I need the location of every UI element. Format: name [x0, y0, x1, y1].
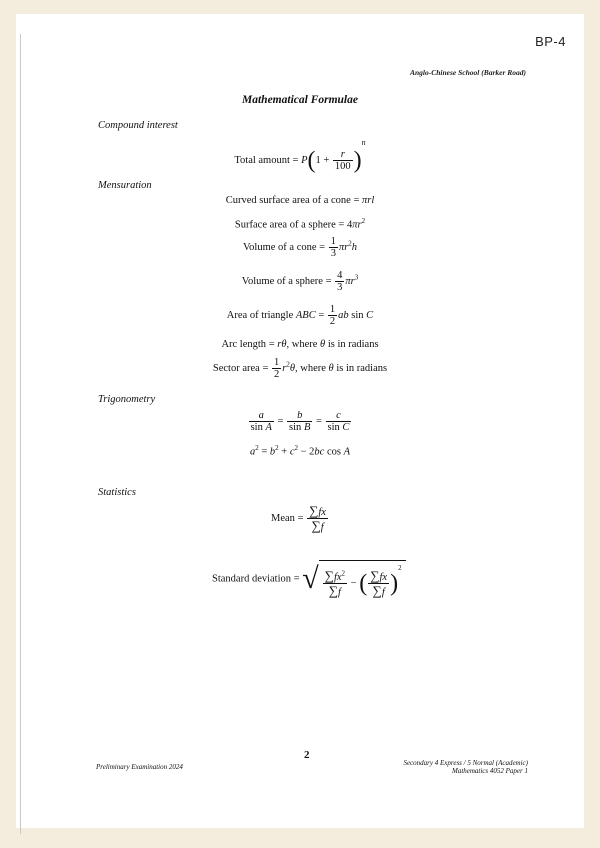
formula-cone-volume: Volume of a cone = $\frac{1}{3}$ $\pi r^2h$: [242, 236, 358, 260]
section-mensuration: Mensuration: [98, 180, 152, 191]
formula-standard-deviation: Standard deviation = √ $\frac{\sum fx^2}{\sum f}$ − ( $\frac{\sum fx}{\sum f}$ )$^2$: [212, 560, 406, 598]
formula-cosine-rule: $a^2 = b^2 + c^2 - 2bc$ cos A: [249, 444, 351, 458]
section-statistics: Statistics: [98, 487, 136, 498]
formula-sphere-sa: Surface area of a sphere = $4\pi r^2$: [234, 217, 366, 231]
formula-cone-csa: Curved surface area of a cone = πrl: [225, 195, 375, 206]
formula-sphere-volume: Volume of a sphere = $\frac{4}{3}$ $\pi r^3$: [241, 270, 359, 294]
formula-sine-rule: $\frac{a}{\text{sin A}}$ = $\frac{b}{\text{sin B}}$ = $\frac{c}{\text{sin C}}$: [250, 410, 350, 434]
formula-sector-area: Sector area = $\frac{1}{2}$ $r^2\theta$, where θ is in radians: [212, 357, 388, 381]
footer-level: Secondary 4 Express / 5 Normal (Academic) Mathematics 4052 Paper 1: [403, 759, 528, 775]
formula-triangle-area: Area of triangle ABC = $\frac{1}{2}$ ab sin C: [226, 304, 374, 328]
formula-compound-interest: Total amount = P(1 + $\frac{r}{100}$ )$^n$: [234, 138, 366, 174]
footer-exam-name: Preliminary Examination 2024: [96, 763, 183, 771]
paper-code: BP-4: [535, 34, 566, 49]
exam-page: [16, 14, 584, 828]
page-number: 2: [304, 749, 310, 761]
formula-arc-length: Arc length = rθ, where θ is in radians: [221, 339, 379, 350]
section-trigonometry: Trigonometry: [98, 394, 156, 405]
total-amount-label: Total amount: [234, 155, 290, 166]
section-compound-interest: Compound interest: [98, 120, 178, 131]
formula-mean: Mean = $\frac{\sum fx}{\sum f}$: [271, 503, 326, 534]
school-name: Anglo-Chinese School (Barker Road): [409, 68, 526, 77]
page-title: Mathematical Formulae: [242, 94, 358, 106]
